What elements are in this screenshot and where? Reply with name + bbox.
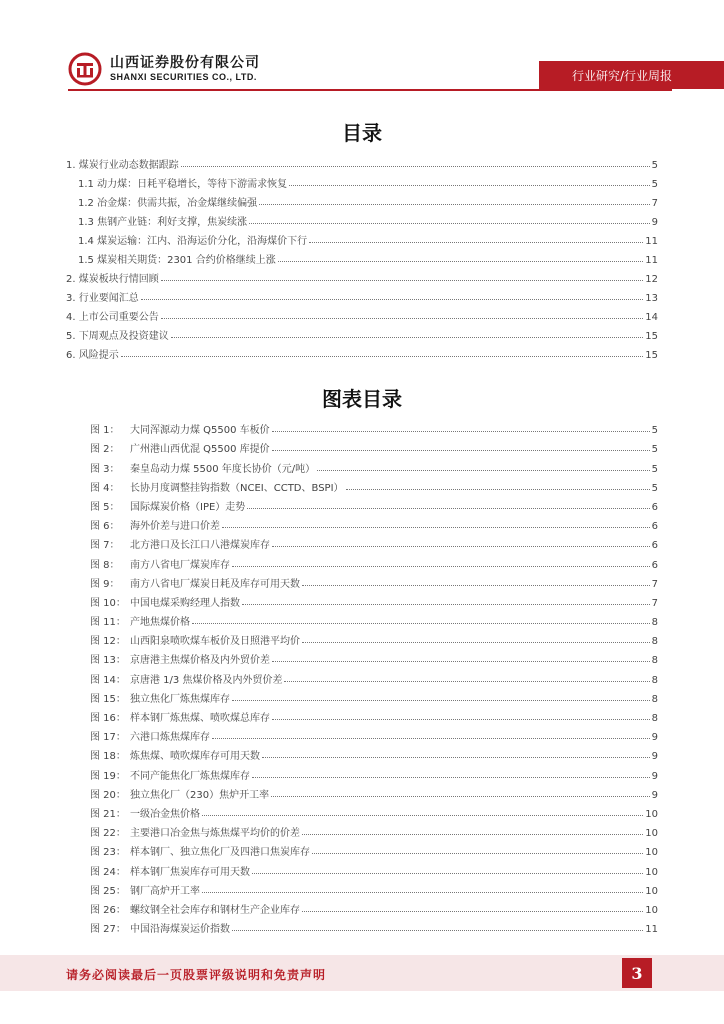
table-of-contents <box>66 152 658 361</box>
figure-entry-page: 9 <box>651 732 658 744</box>
figure-title: 独立焦化厂（230）焦炉开工率 <box>130 789 270 801</box>
figure-entry-label <box>90 460 315 475</box>
dot-leader <box>302 641 650 643</box>
figure-entry-page: 10 <box>645 904 658 916</box>
figure-number: 图 8： <box>90 559 120 571</box>
dot-leader <box>232 699 650 701</box>
figure-entry[interactable] <box>90 820 658 839</box>
figure-entry-label <box>90 517 220 532</box>
dot-leader <box>252 872 643 874</box>
figure-title: 长协月度调整挂钩指数（NCEI、CCTD、BSPI） <box>130 482 344 494</box>
figure-title: 独立焦化厂炼焦煤库存 <box>130 693 230 705</box>
figure-entry-label <box>90 690 230 705</box>
dot-leader <box>302 910 643 912</box>
dot-leader <box>232 565 650 567</box>
figure-number: 图 14： <box>90 674 126 686</box>
dot-leader <box>232 929 643 931</box>
figure-number: 图 13： <box>90 655 126 667</box>
figure-entry-label <box>90 824 300 839</box>
figure-number: 图 22： <box>90 828 126 840</box>
toc-entry[interactable] <box>66 228 658 247</box>
figure-title: 北方港口及长江口八港煤炭库存 <box>130 540 270 552</box>
figure-entry-label <box>90 728 210 743</box>
dot-leader <box>249 222 650 224</box>
dot-leader <box>181 165 650 167</box>
figure-number: 图 27： <box>90 924 126 936</box>
figure-entry-page: 10 <box>645 828 658 840</box>
figure-entry-label <box>90 632 300 647</box>
figure-entry[interactable] <box>90 782 658 801</box>
toc-entry-label: 1.4 煤炭运输：江内、沿海运价分化，沿海煤价下行 <box>78 236 308 247</box>
figure-title: 螺纹钢全社会库存和钢材生产企业库存 <box>130 904 300 916</box>
figure-entry-page: 8 <box>651 693 658 705</box>
figure-entry[interactable] <box>90 801 658 820</box>
figure-entry[interactable] <box>90 686 658 705</box>
dot-leader <box>262 756 650 758</box>
figure-number: 图 6： <box>90 521 120 533</box>
figure-title: 产地焦煤价格 <box>130 617 190 629</box>
company-name-en: SHANXI SECURITIES CO., LTD. <box>110 72 257 82</box>
toc-entry-label: 6. 风险提示 <box>66 350 119 361</box>
dot-leader <box>272 660 650 662</box>
figure-entry[interactable] <box>90 858 658 877</box>
toc-title: 目录 <box>342 121 382 145</box>
dot-leader <box>222 526 650 528</box>
figure-number: 图 9： <box>90 578 120 590</box>
figure-title: 中国电煤采购经理人指数 <box>130 597 240 609</box>
dot-leader <box>171 336 644 338</box>
figure-entry-page: 7 <box>651 578 658 590</box>
figure-title: 南方八省电厂煤炭库存 <box>130 559 230 571</box>
figure-entry[interactable] <box>90 839 658 858</box>
toc-entry-page: 11 <box>645 236 658 247</box>
dot-leader <box>202 814 643 816</box>
figure-entry-page: 6 <box>651 559 658 571</box>
toc-entry-label: 1. 煤炭行业动态数据跟踪 <box>66 160 179 171</box>
figure-entry[interactable] <box>90 571 658 590</box>
figure-number: 图 20： <box>90 789 126 801</box>
dot-leader <box>302 584 650 586</box>
figure-entry-page: 5 <box>651 482 658 494</box>
dot-leader <box>272 449 650 451</box>
toc-entry[interactable] <box>66 209 658 228</box>
figure-entry-label <box>90 843 310 858</box>
figure-list-title: 图表目录 <box>322 387 402 411</box>
dot-leader <box>346 488 650 490</box>
figure-entry[interactable] <box>90 532 658 551</box>
figure-entry-label <box>90 498 245 513</box>
figure-entry-label <box>90 709 270 724</box>
figure-entry[interactable] <box>90 475 658 494</box>
figure-entry-page: 10 <box>645 808 658 820</box>
figure-entry[interactable] <box>90 417 658 436</box>
figure-entry-label <box>90 863 250 878</box>
figure-entry-page: 8 <box>651 655 658 667</box>
figure-number: 图 1： <box>90 425 120 437</box>
figure-entry[interactable] <box>90 743 658 762</box>
figure-entry-label <box>90 421 270 436</box>
figure-entry-page: 5 <box>651 463 658 475</box>
figure-entry[interactable] <box>90 647 658 666</box>
figure-number: 图 15： <box>90 693 126 705</box>
dot-leader <box>272 718 650 720</box>
figure-entry[interactable] <box>90 436 658 455</box>
figure-title: 南方八省电厂煤炭日耗及库存可用天数 <box>130 578 300 590</box>
figure-entry-label <box>90 594 240 609</box>
figure-number: 图 4： <box>90 482 120 494</box>
dot-leader <box>212 737 650 739</box>
company-logo-icon <box>68 52 102 86</box>
toc-entry-label: 3. 行业要闻汇总 <box>66 293 139 304</box>
figure-entry[interactable] <box>90 628 658 647</box>
dot-leader <box>202 891 643 893</box>
figure-number: 图 2： <box>90 444 120 456</box>
figure-entry-page: 10 <box>645 885 658 897</box>
figure-entry[interactable] <box>90 762 658 781</box>
figure-entry[interactable] <box>90 494 658 513</box>
toc-entry[interactable] <box>66 190 658 209</box>
company-name-cn: 山西证券股份有限公司 <box>110 55 260 71</box>
figure-entry-label <box>90 613 190 628</box>
figure-entry-page: 8 <box>651 713 658 724</box>
figure-number: 图 24： <box>90 866 126 878</box>
figure-title: 海外价差与进口价差 <box>130 521 220 533</box>
figure-number: 图 12： <box>90 636 126 648</box>
figure-entry-label <box>90 901 300 916</box>
toc-entry[interactable] <box>66 285 658 304</box>
figure-entry-page: 9 <box>651 789 658 801</box>
figure-entry[interactable] <box>90 609 658 628</box>
figure-number: 图 26： <box>90 904 126 916</box>
toc-entry[interactable] <box>66 342 658 361</box>
figure-entry-label <box>90 651 270 666</box>
figure-number: 图 21： <box>90 808 126 820</box>
toc-entry-page: 12 <box>645 274 658 285</box>
figure-entry-page: 6 <box>651 540 658 552</box>
figure-title: 秦皇岛动力煤 5500 年度长协价（元/吨） <box>130 463 316 475</box>
figure-title: 样本钢厂炼焦煤、喷吹煤总库存 <box>130 713 270 724</box>
dot-leader <box>141 298 644 300</box>
figure-number: 图 10： <box>90 597 126 609</box>
figure-title: 样本钢厂、独立焦化厂及四港口焦炭库存 <box>130 847 310 859</box>
toc-entry-page: 15 <box>645 350 658 361</box>
figure-entry-label <box>90 479 344 494</box>
figure-entry-page: 8 <box>651 617 658 629</box>
toc-entry[interactable] <box>66 171 658 190</box>
disclaimer-notice: 请务必阅读最后一页股票评级说明和免责声明 <box>66 968 327 982</box>
figure-title: 炼焦煤、喷吹煤库存可用天数 <box>130 751 260 763</box>
figure-entry-page: 5 <box>651 425 658 437</box>
figure-entry-page: 6 <box>651 521 658 533</box>
figure-title: 主要港口冶金焦与炼焦煤平均价的价差 <box>130 828 300 840</box>
figure-entry-page: 8 <box>651 636 658 648</box>
dot-leader <box>309 241 643 243</box>
dot-leader <box>317 469 649 471</box>
figure-title: 钢厂高炉开工率 <box>130 885 200 897</box>
figure-number: 图 3： <box>90 463 120 475</box>
figure-entry[interactable] <box>90 897 658 916</box>
toc-entry-page: 5 <box>651 160 658 171</box>
figure-entry-page: 9 <box>651 770 658 782</box>
figure-number: 图 7： <box>90 540 120 552</box>
dot-leader <box>121 355 644 357</box>
figure-title: 一级冶金焦价格 <box>130 808 200 820</box>
toc-entry-label: 2. 煤炭板块行情回顾 <box>66 274 159 285</box>
figure-entry-label <box>90 805 200 820</box>
figure-entry[interactable] <box>90 513 658 532</box>
toc-entry[interactable] <box>66 266 658 285</box>
toc-entry-label: 1.3 焦钢产业链：利好支撑，焦炭续涨 <box>78 217 248 228</box>
figure-entry-label <box>90 575 300 590</box>
toc-entry-page: 11 <box>645 255 658 266</box>
dot-leader <box>192 622 650 624</box>
figure-entry-page: 10 <box>645 847 658 859</box>
dot-leader <box>259 203 650 205</box>
dot-leader <box>247 507 649 509</box>
figure-title: 京唐港 1/3 焦煤价格及内外贸价差 <box>130 674 283 686</box>
dot-leader <box>289 184 650 186</box>
figure-entry-page: 10 <box>645 866 658 878</box>
figure-entry-label <box>90 882 200 897</box>
page-header <box>0 0 724 95</box>
header-divider <box>68 89 672 91</box>
figure-entry-label <box>90 747 260 762</box>
dot-leader <box>242 603 650 605</box>
toc-entry-page: 14 <box>645 312 658 323</box>
dot-leader <box>161 317 644 319</box>
figure-number: 图 11： <box>90 617 126 629</box>
figure-entry-page: 9 <box>651 751 658 763</box>
toc-entry[interactable] <box>66 304 658 323</box>
dot-leader <box>252 776 650 778</box>
toc-entry-page: 7 <box>651 198 658 209</box>
figure-title: 山西阳泉喷吹煤车板价及日照港平均价 <box>130 636 300 648</box>
figure-title: 京唐港主焦煤价格及内外贸价差 <box>130 655 270 667</box>
toc-entry-page: 15 <box>645 331 658 342</box>
figure-number: 图 18： <box>90 751 126 763</box>
figure-title: 样本钢厂焦炭库存可用天数 <box>130 866 250 878</box>
toc-entry[interactable] <box>66 247 658 266</box>
figure-entry-label <box>90 920 230 935</box>
figure-number: 图 16： <box>90 713 126 724</box>
dot-leader <box>272 545 650 547</box>
figure-entry-page: 5 <box>651 444 658 456</box>
figure-entry[interactable] <box>90 705 658 724</box>
figure-entry-page: 11 <box>645 924 658 936</box>
figure-entry[interactable] <box>90 916 658 935</box>
figure-number: 图 5： <box>90 501 120 513</box>
figure-entry-label <box>90 767 250 782</box>
figure-number: 图 19： <box>90 770 126 782</box>
figure-title: 不同产能焦化厂炼焦煤库存 <box>130 770 250 782</box>
toc-entry[interactable] <box>66 152 658 171</box>
toc-entry-label: 1.2 冶金煤：供需共振，冶金煤继续偏强 <box>78 198 258 209</box>
figure-entry-label <box>90 440 270 455</box>
dot-leader <box>278 260 644 262</box>
dot-leader <box>312 852 643 854</box>
figure-entry[interactable] <box>90 590 658 609</box>
toc-entry-page: 13 <box>645 293 658 304</box>
figure-entry[interactable] <box>90 455 658 474</box>
figure-title: 广州港山西优混 Q5500 库提价 <box>130 444 270 456</box>
dot-leader <box>161 279 644 281</box>
figure-entry-label <box>90 556 230 571</box>
toc-entry-label: 5. 下周观点及投资建议 <box>66 331 169 342</box>
toc-entry-page: 9 <box>651 217 658 228</box>
company-logo <box>68 52 260 86</box>
figure-entry-label <box>90 786 269 801</box>
figure-list <box>90 417 658 935</box>
figure-number: 图 17： <box>90 732 126 744</box>
figure-entry-page: 7 <box>651 597 658 609</box>
dot-leader <box>302 833 643 835</box>
figure-entry[interactable] <box>90 551 658 570</box>
figure-title: 六港口炼焦煤库存 <box>130 732 210 744</box>
figure-entry[interactable] <box>90 878 658 897</box>
toc-entry[interactable] <box>66 323 658 342</box>
figure-entry[interactable] <box>90 666 658 685</box>
figure-entry[interactable] <box>90 724 658 743</box>
figure-entry-label <box>90 536 270 551</box>
figure-title: 大同浑源动力煤 Q5500 车板价 <box>130 425 270 437</box>
figure-entry-page: 8 <box>651 674 658 686</box>
toc-entry-label: 1.5 煤炭相关期货：2301 合约价格继续上涨 <box>78 255 276 266</box>
dot-leader <box>271 795 650 797</box>
page-footer <box>0 955 724 991</box>
figure-title: 国际煤炭价格（IPE）走势 <box>130 501 246 513</box>
dot-leader <box>272 430 650 432</box>
figure-entry-label <box>90 671 282 686</box>
dot-leader <box>284 680 649 682</box>
figure-number: 图 25： <box>90 885 126 897</box>
figure-number: 图 23： <box>90 847 126 859</box>
toc-entry-page: 5 <box>651 179 658 190</box>
figure-entry-page: 6 <box>651 501 658 513</box>
report-category: 行业研究/行业周报 <box>539 61 724 89</box>
toc-entry-label: 4. 上市公司重要公告 <box>66 312 159 323</box>
figure-title: 中国沿海煤炭运价指数 <box>130 924 230 936</box>
page-number: 3 <box>622 958 652 988</box>
toc-entry-label: 1.1 动力煤：日耗平稳增长，等待下游需求恢复 <box>78 179 288 190</box>
